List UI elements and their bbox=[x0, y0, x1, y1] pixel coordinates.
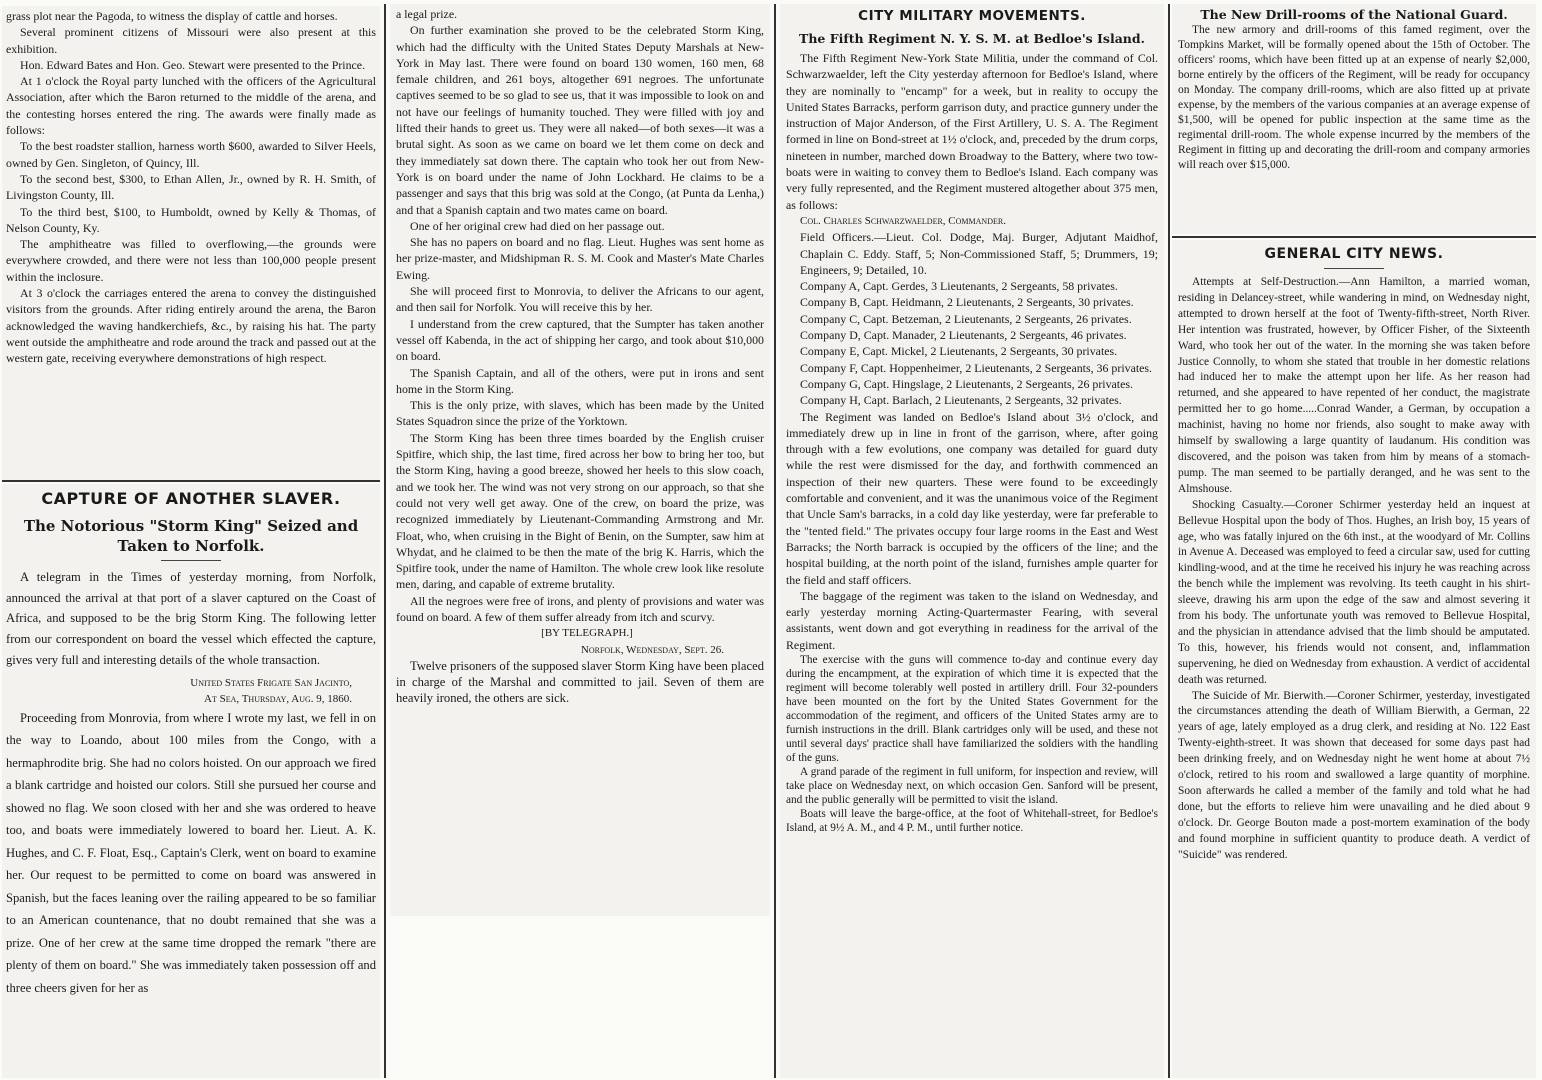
paragraph: One of her original crew had died on her passage out. bbox=[410, 218, 665, 233]
divider bbox=[1324, 268, 1384, 269]
roster-line: Company B, Capt. Heidmann, 2 Lieutenants, 2 Sergeants, 30 privates. bbox=[800, 295, 1134, 310]
slaver-article bbox=[2, 484, 380, 1078]
paragraph: Boats will leave the barge-office, at the foot of Whitehall-street, for Bedloe's Island, at 9½ A. M., and 4 P. M., until further notice. bbox=[786, 807, 1158, 834]
dateline: Norfolk, Wednesday, Sept. 26. bbox=[580, 643, 724, 656]
article-subhead: The Notorious "Storm King" Seized and Taken to Norfolk. bbox=[23, 517, 359, 555]
divider bbox=[161, 560, 221, 561]
paragraph: The Spanish Captain, and all of the others, were put in irons and sent home in the Storm King. bbox=[396, 365, 764, 396]
paragraph: She has no papers on board and no flag. Lieut. Hughes was sent home as her prize-master, and Midshipman R. S. M. Cook and Master's Mate Charles Ewing. bbox=[396, 235, 764, 282]
column-1-top-clipping bbox=[2, 6, 380, 480]
roster-line: Company G, Capt. Hingslage, 2 Lieutenants, 2 Sergeants, 26 privates. bbox=[800, 376, 1133, 391]
paragraph: To the best roadster stallion, harness worth $600, awarded to Silver Heels, owned by Gen. Singleton, of Quincy, Ill. bbox=[6, 139, 376, 170]
article-subhead: The Fifth Regiment N. Y. S. M. at Bedloe's Island. bbox=[799, 31, 1145, 46]
paragraph: A grand parade of the regiment in full uniform, for inspection and review, will take place on Wednesday next, on which occasion Gen. Sanford will be present, and the public generally will be permitted to visit the island. bbox=[786, 765, 1158, 806]
drill-rooms-article bbox=[1172, 4, 1536, 234]
military-article bbox=[780, 4, 1164, 1078]
paragraph: The amphitheatre was filled to overflowing,—the grounds were everywhere crowded, and there were not less than 100,000 people present within the inclosure. bbox=[6, 237, 376, 284]
paragraph: a legal prize. bbox=[396, 7, 458, 21]
column-rule bbox=[1168, 4, 1170, 1078]
roster-line: Company D, Capt. Manader, 2 Lieutenants, 2 Sergeants, 46 privates. bbox=[800, 328, 1127, 343]
paragraph: At 1 o'clock the Royal party lunched with the officers of the Agricultural Association, after which the Baron returned to the middle of the arena, and the contesting horses entered the ring. The awards were finally made as follows: bbox=[6, 74, 376, 138]
paragraph: To the second best, $300, to Ethan Allen, Jr., owned by R. H. Smith, of Livingston County, Ill. bbox=[6, 171, 376, 203]
dateline: [BY TELEGRAPH.] bbox=[541, 627, 633, 640]
divider bbox=[2, 480, 380, 482]
paragraph: The exercise with the guns will commence to-day and continue every day during the encampment, at the expiration of which time it is expected that the regiment will become tolerably well posted in artillery drill. Four 32-pounders have been mounted on the fort by the United States Government for the accommodation of the regiment, and officers of the United States army are to furnish instructions in the drill. Blank cartridges only will be used, and these not until several days' practice shall have familiarized the soldiers with the handling of the guns. bbox=[786, 653, 1158, 764]
article-headline: GENERAL CITY NEWS. bbox=[1264, 246, 1444, 262]
roster-line: Col. Charles Schwarzwaelder, Commander. bbox=[800, 214, 1006, 227]
paragraph: At 3 o'clock the carriages entered the arena to convey the distinguished visitors from the grounds. After riding entirely around the arena, the Baron acknowledged the waving handkerchiefs, &c., by raising his hat. The party went outside the amphitheatre and rode around the track and passed out at the western gate, receiving everywhere demonstrations of high respect. bbox=[6, 286, 376, 366]
general-city-news bbox=[1172, 240, 1536, 1078]
roster-line: Company F, Capt. Hoppenheimer, 2 Lieutenants, 2 Sergeants, 36 privates. bbox=[800, 360, 1153, 375]
paragraph: On further examination she proved to be the celebrated Storm King, which had the difficulty with the United States Deputy Marshals at New-York in May last. There were found on board 130 women, 160 men, 68 female children, and 261 boys, altogether 691 negroes. The unfortunate captives seemed to be so glad to see us, that it was impossible to look on and not have our feelings of humanity touched. They were filled with joy and lifted their hands to greet us. They were all naked—of both sexes—it was a brutal sight. As soon as we came on board we let them come on deck and they immediately sat down there. The captain who took her out from New-York is on board under the name of John Lockhard. He claims to be a passenger and says that this brig was sold at the Congo, (at Punta da Lenha,) and that a Spanish captain and two mates came on board. bbox=[396, 23, 764, 217]
roster-line: Company C, Capt. Betzeman, 2 Lieutenants, 2 Sergeants, 26 privates. bbox=[800, 311, 1132, 326]
paragraph: I understand from the crew captured, that the Sumpter has taken another vessel off Kabenda, in the act of shipping her cargo, and took about $10,000 on board. bbox=[396, 316, 764, 364]
article-headline: CITY MILITARY MOVEMENTS. bbox=[858, 8, 1086, 24]
dateline: At Sea, Thursday, Aug. 9, 1860. bbox=[204, 692, 352, 705]
paragraph: The baggage of the regiment was taken to the island on Wednesday, and early yesterday morning Acting-Quartermaster Fearing, with several assistants, went down and got everything in readiness for the arrival of the Regiment. bbox=[786, 588, 1158, 652]
paragraph: This is the only prize, with slaves, which has been made by the United States Squadron since the prize of the Yorktown. bbox=[396, 398, 764, 429]
paragraph: Shocking Casualty.—Coroner Schirmer yesterday held an inquest at Bellevue Hospital upon the body of Thos. Hughes, an Irish boy, 15 years of age, who was fatally injured on the 6th inst., at the woodyard of Mr. Collins in Avenue A. Deceased was employed to feed a circular saw, used for cutting kindling-wood, and at the time he received his injury he was reaching across the bench while the implement was revolving. Its teeth caught in his shirt-sleeve, drawing his arm upon the edge of the saw and almost severing it from his body. The unfortunate youth was removed to Bellevue Hospital, and the physician in attendance advised that the limb should be amputated. To this, however, his friends would not consent, and, inflammation supervening, he died on Wednesday from exhaustion. A verdict of accidental death was returned. bbox=[1178, 498, 1530, 686]
column-rule bbox=[774, 4, 776, 1078]
roster-line: Field Officers.—Lieut. Col. Dodge, Maj. Burger, Adjutant Maidhof, Chaplain C. Eddy. Staff, 5; Non-Commissioned Staff, 5; Drummers, 19; Engineers, 9; Detailed, 10. bbox=[800, 230, 1158, 277]
roster-line: Company E, Capt. Mickel, 2 Lieutenants, 2 Sergeants, 30 privates. bbox=[800, 344, 1118, 359]
column-2-clipping bbox=[390, 4, 770, 916]
paragraph: The Regiment was landed on Bedloe's Island about 3½ o'clock, and immediately drew up in line in front of the garrison, where, after going through with a few evolutions, one company was detailed for guard duty while the rest were dismissed for the day, and forthwith commenced an inspection of their new quarters. These were found to be exceedingly comfortable and convenient, and it was the unanimous voice of the Regiment that Uncle Sam's barracks, in a cold day like yesterday, were far preferable to the "tented field." The privates occupy four large rooms in the East and West Barracks; the North barrack is occupied by the officers of the line; and the hospital building, at the north point of the island, furnishes ample quarter for the field and staff officers. bbox=[786, 409, 1158, 587]
paragraph: Several prominent citizens of Missouri were also present at this exhibition. bbox=[6, 25, 376, 56]
paragraph: Hon. Edward Bates and Hon. Geo. Stewart were presented to the Prince. bbox=[20, 57, 366, 72]
article-headline: The New Drill-rooms of the National Guard. bbox=[1200, 7, 1508, 22]
paragraph: She will proceed first to Monrovia, to deliver the Africans to our agent, and then sail for Norfolk. You will receive this by her. bbox=[396, 284, 764, 315]
paragraph: Twelve prisoners of the supposed slaver Storm King have been placed in charge of the Marshal and committed to jail. Seven of them are heavily ironed, the others are sick. bbox=[396, 658, 764, 706]
roster-line: Company A, Capt. Gerdes, 3 Lieutenants, 2 Sergeants, 58 privates. bbox=[800, 279, 1118, 294]
roster-line: Company H, Capt. Barlach, 2 Lieutenants, 2 Sergeants, 32 privates. bbox=[800, 393, 1122, 408]
paragraph: The Fifth Regiment New-York State Militia, under the command of Col. Schwarzwaelder, left the City yesterday afternoon for Bedloe's Island, where they are nominally to "encamp" for a week, but in reality to occupy the United States Barracks, perform garrison duty, and practice gunnery under the instruction of Major Anderson, of the First Artillery, U. S. A. The Regiment formed in line on Bond-street at 1½ o'clock, and, preceded by the drum corps, nineteen in number, marched down Broadway to the Battery, where two tow-boats were in waiting to convey them to Bedloe's Island. Each company was very fully represented, and the Regiment mustered altogether about 375 men, as follows: bbox=[786, 51, 1158, 212]
dateline: United States Frigate San Jacinto, bbox=[190, 676, 352, 689]
paragraph: Attempts at Self-Destruction.—Ann Hamilton, a married woman, residing in Delancey-street, while wandering in mind, on Wednesday night, attempted to drown herself at the foot of Twenty-fifth-street, North River. Her intention was frustrated, however, by Officer Fisher, of the Sixteenth Ward, who took her out of the water. In the morning she was taken before Justice Connolly, to whom she stated that trouble in her domestic relations had induced her to make the attempt upon her life. As her reason had returned, and she appeared to have repented of her conduct, the magistrate permitted her to go home.....Conrad Wander, a German, by occupation a machinist, having no home nor friends, also sought to make away with himself by swallowing a large quantity of laudanum. His condition was discovered, and the poison was taken from him by means of a stomach-pump. The man seemed to be partially deranged, and he was sent to the Almshouse. bbox=[1178, 276, 1530, 495]
paragraph: A telegram in the Times of yesterday morning, from Norfolk, announced the arrival at that port of a slaver captured on the Coast of Africa, and supposed to be the brig Storm King. The following letter from our correspondent on board the vessel which effected the capture, gives very full and interesting details of the whole transaction. bbox=[6, 570, 376, 667]
paragraph: The Storm King has been three times boarded by the English cruiser Spitfire, which ship, the last time, fired across her bow to bring her too, but the Storm King, having a good breeze, showed her heels to this slow coach, and we took her. The wind was not very strong on our approach, so that she could not very well get away. One of the crew, on board the prize, was recognized immediately by Lieutenant-Commanding Armstrong and Mr. Float, who, when cruising in the Bight of Benin, on the Sumpter, saw him at Whydat, and he claimed to be then the mate of the brig K. Harris, which the Spitfire took, under the name of Hamilton. The whole crew look like resolute men, daring, and capable of extreme brutality. bbox=[396, 430, 764, 592]
paragraph: To the third best, $100, to Humboldt, owned by Kelly & Thomas, of Nelson County, Ky. bbox=[6, 204, 376, 235]
paragraph: All the negroes were free of irons, and plenty of provisions and water was found on board. A few of them suffer already from itch and scurvy. bbox=[396, 593, 764, 624]
divider bbox=[1172, 236, 1536, 238]
article-headline: CAPTURE OF ANOTHER SLAVER. bbox=[41, 489, 341, 508]
paragraph: grass plot near the Pagoda, to witness the display of cattle and horses. bbox=[6, 9, 338, 23]
paragraph: The Suicide of Mr. Bierwith.—Coroner Schirmer, yesterday, investigated the circumstances attending the death of William Bierwith, a German, 22 years of age, lately employed as a drug clerk, and residing at No. 122 East Twenty-eighth-street. It was shown that deceased for some days past had been drinking freely, and on Wednesday night he went home at about 7½ o'clock, retired to his room and swallowed a large quantity of morphine. Soon afterwards he called a member of the family and told what he had done, but the efforts to relieve him were unavailing and he died about 9 o'clock. Dr. George Bouton made a post-mortem examination of the body and found morphine in sufficient quantity to produce death. A verdict of "Suicide" was rendered. bbox=[1178, 689, 1530, 861]
paragraph: Proceeding from Monrovia, from where I wrote my last, we fell in on the way to Loando, about 100 miles from the Congo, with a hermaphrodite brig. She had no colors hoisted. On our approach we fired a blank cartridge and hoisted our colors. Still she pursued her course and showed no flag. We soon closed with her and she was ordered to heave too, and boats were immediately lowered to board her. Lieut. A. K. Hughes, and C. F. Float, Esq., Captain's Clerk, went on board to examine her. Our request to be permitted to come on board was answered in Spanish, but the faces leaning over the railing appeared to be so familiar to an American countenance, that no doubt remained that she was a prize. One of her crew at the same time dropped the remark "there are plenty of them on board." She was immediately taken possession off and three cheers given for her as bbox=[6, 710, 376, 995]
paragraph: The new armory and drill-rooms of this famed regiment, over the Tompkins Market, will be formally opened about the 15th of October. The officers' rooms, which have been fitted up at an expense of nearly $2,000, borne entirely by the officers of the Regiment, will be ready for occupancy on Monday. The company drill-rooms, which are also fitted up at private expense, by the members of the various companies at an average expense of $1,500, will be opened for public inspection at the same time as the regimental drill-room. The whole expense incurred by the members of the Regiment in fitting up and decorating the drill-room and company armories will reach over $15,000. bbox=[1178, 24, 1530, 171]
column-rule bbox=[384, 4, 386, 1078]
